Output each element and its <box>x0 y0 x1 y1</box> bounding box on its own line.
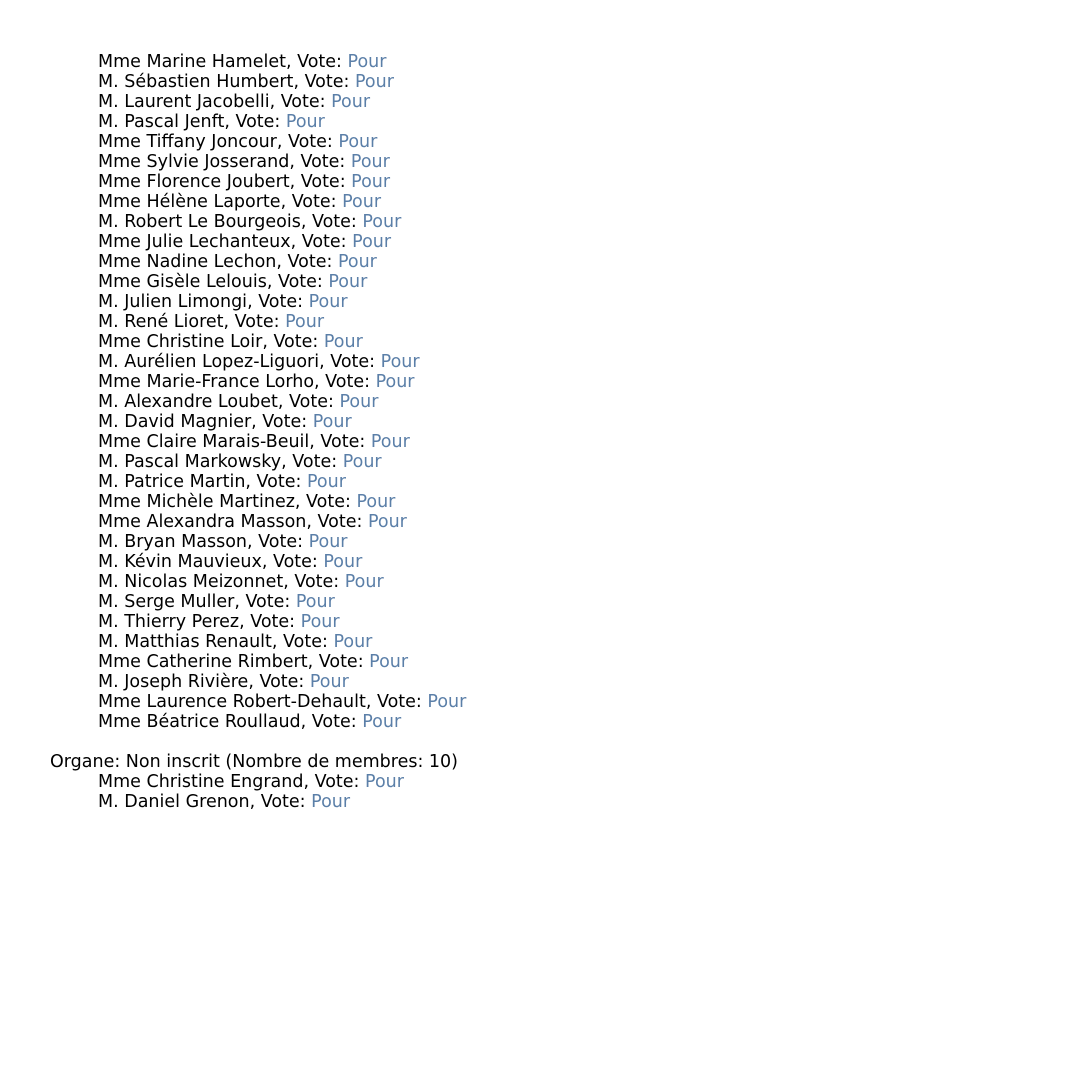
member-line <box>50 572 1050 592</box>
vote-label: , Vote: <box>289 152 351 172</box>
vote-value: Pour <box>347 52 387 72</box>
member-name: Mme Laurence Robert-Dehault <box>98 692 366 712</box>
member-name: Mme Sylvie Josserand <box>98 152 290 172</box>
member-name: M. Pascal Jenft <box>98 112 225 132</box>
vote-label: , Vote: <box>309 432 371 452</box>
member-name: M. Sébastien Humbert <box>98 72 294 92</box>
vote-label: , Vote: <box>281 452 343 472</box>
vote-label: , Vote: <box>307 652 370 672</box>
member-line <box>50 632 1050 652</box>
member-name: Mme Gisèle Lelouis <box>98 272 267 292</box>
member-line <box>50 112 1050 132</box>
vote-value: Pour <box>308 292 348 312</box>
vote-label: , Vote: <box>251 412 313 432</box>
vote-label: , Vote: <box>306 512 368 532</box>
vote-value: Pour <box>311 792 351 812</box>
vote-value: Pour <box>309 672 349 692</box>
member-name: M. Robert Le Bourgeois <box>98 212 301 232</box>
member-line <box>50 192 1050 212</box>
vote-value: Pour <box>365 772 404 792</box>
vote-label: , Vote: <box>283 572 345 592</box>
vote-label: , Vote: <box>224 112 286 132</box>
member-name: Mme Marine Hamelet <box>98 52 286 72</box>
member-name: M. Bryan Masson <box>98 532 248 552</box>
vote-value: Pour <box>285 112 325 132</box>
vote-value: Pour <box>362 212 402 232</box>
vote-value: Pour <box>285 312 325 332</box>
member-line <box>50 432 1050 452</box>
member-line <box>50 52 1050 72</box>
vote-value: Pour <box>328 272 368 292</box>
member-name: M. Patrice Martin <box>98 472 246 492</box>
vote-label: , Vote: <box>290 232 353 252</box>
group-non-inscrit <box>50 752 1050 812</box>
vote-value: Pour <box>331 92 371 112</box>
member-line <box>50 272 1050 292</box>
vote-value: Pour <box>356 492 396 512</box>
vote-label: , Vote: <box>223 312 286 332</box>
member-line <box>50 612 1050 632</box>
vote-value: Pour <box>300 612 340 632</box>
vote-value: Pour <box>354 72 394 92</box>
member-name: M. David Magnier <box>98 412 252 432</box>
vote-value: Pour <box>312 412 352 432</box>
vote-label: , Vote: <box>300 712 363 732</box>
vote-label: , Vote: <box>262 332 324 352</box>
member-line <box>50 672 1050 692</box>
member-name: Mme Michèle Martinez <box>98 492 295 512</box>
member-line <box>50 252 1050 272</box>
member-name: M. Laurent Jacobelli <box>98 92 270 112</box>
vote-value: Pour <box>306 472 346 492</box>
vote-label: , Vote: <box>271 632 334 652</box>
vote-label: , Vote: <box>303 772 366 792</box>
vote-label: , Vote: <box>276 252 338 272</box>
vote-label: , Vote: <box>285 52 348 72</box>
vote-value: Pour <box>342 192 382 212</box>
member-name: Mme Tiffany Joncour <box>98 132 277 152</box>
group-heading: Organe: Non inscrit (Nombre de membres: 10) <box>50 752 459 772</box>
member-name: M. Matthias Renault <box>98 632 272 652</box>
member-line <box>50 552 1050 572</box>
vote-value: Pour <box>342 452 382 472</box>
vote-value: Pour <box>295 592 335 612</box>
vote-value: Pour <box>339 392 379 412</box>
vote-value: Pour <box>370 432 410 452</box>
member-name: Mme Marie-France Lorho <box>98 372 315 392</box>
vote-label: , Vote: <box>261 552 324 572</box>
member-line <box>50 512 1050 532</box>
member-line <box>50 712 1050 732</box>
member-name: M. Aurélien Lopez-Liguori <box>98 352 320 372</box>
member-line <box>50 412 1050 432</box>
vote-label: , Vote: <box>294 492 357 512</box>
vote-label: , Vote: <box>293 72 355 92</box>
vote-value: Pour <box>375 372 415 392</box>
vote-value: Pour <box>427 692 467 712</box>
member-line <box>50 232 1050 252</box>
vote-label: , Vote: <box>300 212 363 232</box>
vote-value: Pour <box>333 632 373 652</box>
vote-label: , Vote: <box>277 392 340 412</box>
vote-label: , Vote: <box>248 672 310 692</box>
vote-label: , Vote: <box>247 532 309 552</box>
member-name: M. Serge Muller <box>98 592 235 612</box>
member-line <box>50 532 1050 552</box>
member-line <box>50 592 1050 612</box>
member-line <box>50 152 1050 172</box>
vote-value: Pour <box>367 512 407 532</box>
member-line <box>50 352 1050 372</box>
member-name: M. Julien Limongi <box>98 292 248 312</box>
vote-value: Pour <box>323 332 363 352</box>
member-name: Mme Julie Lechanteux <box>98 232 291 252</box>
member-line <box>50 692 1050 712</box>
member-line <box>50 92 1050 112</box>
vote-label: , Vote: <box>276 132 339 152</box>
member-line <box>50 472 1050 492</box>
vote-label: , Vote: <box>234 592 296 612</box>
member-line <box>50 792 1050 812</box>
member-line <box>50 72 1050 92</box>
vote-label: , Vote: <box>239 612 301 632</box>
member-name: Mme Béatrice Roullaud <box>98 712 301 732</box>
member-name: Mme Christine Loir <box>98 332 263 352</box>
member-name: M. Daniel Grenon <box>98 792 250 812</box>
vote-label: , Vote: <box>266 272 329 292</box>
member-line <box>50 132 1050 152</box>
vote-label: , Vote: <box>280 192 343 212</box>
member-name: M. Alexandre Loubet <box>98 392 278 412</box>
vote-value: Pour <box>352 232 392 252</box>
member-line <box>50 372 1050 392</box>
vote-value: Pour <box>338 132 378 152</box>
vote-value: Pour <box>380 352 420 372</box>
member-name: Mme Nadine Lechon <box>98 252 277 272</box>
member-line <box>50 452 1050 472</box>
section-spacer <box>50 732 1050 752</box>
group-a-members <box>50 52 1050 732</box>
vote-label: , Vote: <box>245 472 307 492</box>
member-line <box>50 392 1050 412</box>
vote-label: , Vote: <box>319 352 381 372</box>
member-line <box>50 492 1050 512</box>
vote-record-document <box>50 52 1050 812</box>
member-line <box>50 172 1050 192</box>
vote-value: Pour <box>308 532 348 552</box>
vote-label: , Vote: <box>247 292 309 312</box>
member-line <box>50 292 1050 312</box>
vote-value: Pour <box>362 712 402 732</box>
vote-label: , Vote: <box>249 792 312 812</box>
member-line <box>50 212 1050 232</box>
vote-label: , Vote: <box>289 172 352 192</box>
member-name: M. Thierry Perez <box>98 612 240 632</box>
member-name: Mme Alexandra Masson <box>98 512 307 532</box>
member-line <box>50 332 1050 352</box>
member-name: Mme Florence Joubert <box>98 172 290 192</box>
member-name: M. René Lioret <box>98 312 224 332</box>
vote-value: Pour <box>369 652 409 672</box>
member-line <box>50 772 1050 792</box>
vote-value: Pour <box>350 152 390 172</box>
vote-label: , Vote: <box>365 692 428 712</box>
vote-label: , Vote: <box>269 92 332 112</box>
member-name: M. Kévin Mauvieux <box>98 552 262 572</box>
member-name: M. Joseph Rivière <box>98 672 249 692</box>
member-line <box>50 312 1050 332</box>
member-name: Mme Catherine Rimbert <box>98 652 308 672</box>
member-line <box>50 652 1050 672</box>
member-name: M. Pascal Markowsky <box>98 452 282 472</box>
vote-value: Pour <box>323 552 363 572</box>
vote-value: Pour <box>337 252 377 272</box>
member-name: Mme Hélène Laporte <box>98 192 281 212</box>
vote-value: Pour <box>344 572 384 592</box>
member-name: Mme Christine Engrand <box>98 772 304 792</box>
vote-label: , Vote: <box>314 372 376 392</box>
member-name: M. Nicolas Meizonnet <box>98 572 284 592</box>
vote-value: Pour <box>351 172 391 192</box>
member-name: Mme Claire Marais-Beuil <box>98 432 310 452</box>
